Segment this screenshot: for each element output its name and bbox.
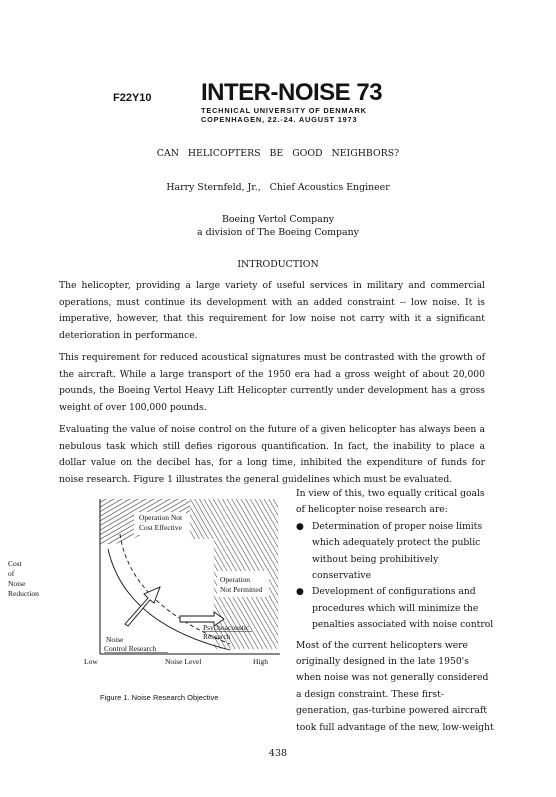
- bullet-dot-icon: ●: [296, 521, 304, 532]
- paper-code: F22Y10: [113, 92, 152, 104]
- paragraph-1: The helicopter, providing a large variety of useful services in military and commercial operations, must continue its development with an added constraint -- low noise. It is imperative, however, that this requirement for low noise not carry with it a significant deterioration in performance.: [59, 280, 485, 341]
- y-label-1: Cost: [8, 559, 22, 568]
- noise-control-label-2: Control Research: [104, 644, 157, 653]
- region-top-label-1: Operation Not: [139, 513, 183, 522]
- affiliation-division: a division of The Boeing Company: [197, 227, 359, 238]
- region-top-label-2: Cost Effective: [139, 523, 182, 532]
- hatch-region-corner: [190, 499, 214, 539]
- bullet-dot-icon: ●: [296, 587, 304, 598]
- conference-title: INTER-NOISE 73: [201, 79, 383, 106]
- region-right-label-2: Not Permitted: [220, 585, 263, 594]
- body-text: [59, 278, 485, 494]
- paragraph-2: This requirement for reduced acoustical signatures must be contrasted with the growth of the aircraft. While a large transport of the 1950 era had a gross weight of about 20,000 pounds, the Boeing Vertol Heavy Lift Helicopter currently under development has a gross weight of over 100,000 pounds.: [59, 352, 485, 413]
- university-line: TECHNICAL UNIVERSITY OF DENMARK: [201, 106, 367, 115]
- y-label-2: of: [8, 569, 15, 578]
- goal-bullet-2: [296, 584, 494, 633]
- x-mid-label: Noise Level: [165, 657, 202, 666]
- arrow-noise-control-icon: [125, 587, 160, 626]
- affiliation-company: Boeing Vertol Company: [221, 214, 335, 225]
- y-label-4: Reduction: [8, 589, 39, 598]
- figure-noise-research-objective: [8, 494, 290, 670]
- x-low-label: Low: [84, 657, 98, 666]
- figure-caption: Figure 1. Noise Research Objective: [100, 693, 219, 702]
- paper-title: CAN HELICOPTERS BE GOOD NEIGHBORS?: [156, 148, 400, 159]
- author-line: Harry Sternfeld, Jr., Chief Acoustics Engineer: [166, 182, 390, 193]
- right-column: [296, 486, 494, 736]
- noise-control-label-1: Noise: [106, 635, 124, 644]
- goal-2-text: Development of configurations and procedures which will minimize the penalties associated with noise control: [312, 586, 494, 631]
- x-high-label: High: [253, 657, 268, 666]
- paragraph-3: Evaluating the value of noise control on the future of a given helicopter has always been a nebulous task which still defies rigorous quantification. In fact, the inability to place a dollar value on the decibel has, for a long time, inhibited the expenditure of funds for noise research. Figure 1 illustrates the general guidelines which must be evaluated.: [59, 424, 485, 485]
- goal-1-text: Determination of proper noise limits which adequately protect the public without being prohibitively conservative: [312, 520, 483, 582]
- goals-intro: In view of this, two equally critical goals of helicopter noise research are:: [296, 488, 485, 516]
- page-number: 438: [268, 748, 288, 759]
- psycho-label-2: Research: [203, 632, 231, 641]
- history-paragraph: Most of the current helicopters were originally designed in the late 1950's when noise was not generally considered a design constraint. These first-generation, gas-turbine powered aircraft took full advantage of the new, low-weight: [296, 639, 494, 733]
- y-label-3: Noise: [8, 579, 26, 588]
- region-right-label-1: Operation: [220, 575, 250, 584]
- location-date-line: COPENHAGEN, 22.-24. AUGUST 1973: [201, 115, 358, 124]
- goal-bullet-1: [296, 519, 494, 585]
- section-heading: INTRODUCTION: [237, 259, 319, 270]
- psycho-label-1: Psychoacoustic: [203, 623, 250, 632]
